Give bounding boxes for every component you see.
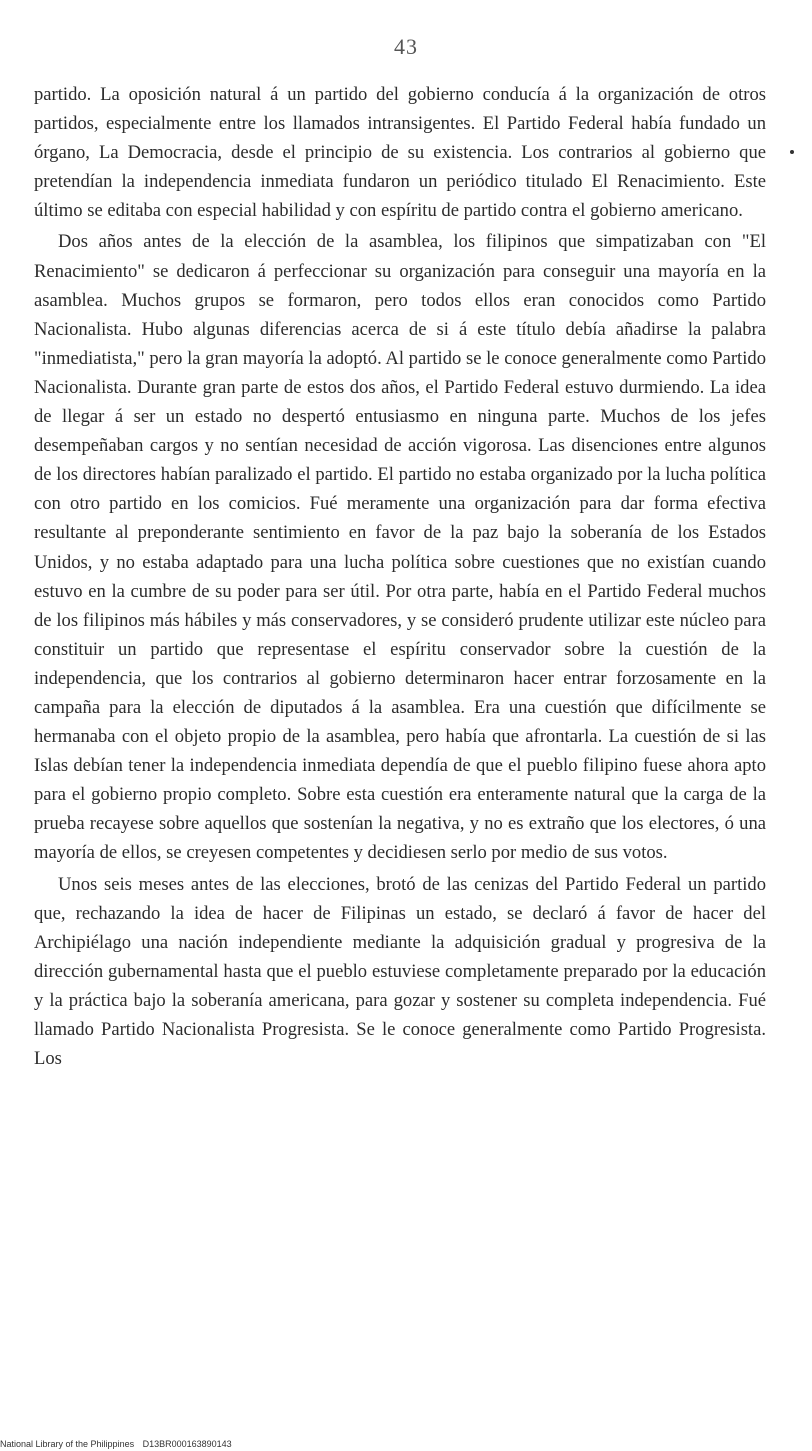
footer-library: National Library of the Philippines	[0, 1439, 135, 1449]
footer-code: D13BR000163890143	[142, 1439, 232, 1449]
scan-footer	[0, 1439, 232, 1449]
paragraph-1: partido. La oposición natural á un partido del gobierno conducía á la organización de otros partidos, especialmente entre los llamados intransigentes. El Partido Federal había fundado un órgano, La Democracia, desde el principio de su existencia. Los contrarios al gobierno que pretendían la independencia inmediata fundaron un periódico titulado El Renacimiento. Este último se editaba con especial habilidad y con espíritu de partido contra el gobierno americano.	[34, 84, 766, 222]
margin-mark	[790, 150, 794, 154]
paragraph-2: Dos años antes de la elección de la asamblea, los filipinos que simpatizaban con "El Renacimiento" se dedicaron á perfeccionar su organización para conseguir una mayoría en la asamblea. Muchos grupos se formaron, pero todos ellos eran conocidos como Partido Nacionalista. Hubo algunas diferencias acerca de si á este título debía añadirse la palabra "inmediatista," pero la gran mayoría la adoptó. Al partido se le conoce generalmente como Partido Nacionalista. Durante gran parte de estos dos años, el Partido Federal estuvo durmiendo. La idea de llegar á ser un estado no despertó entusiasmo en ninguna parte. Muchos de los jefes desempeñaban cargos y no sentían necesidad de acción vigorosa. Las disenciones entre algunos de los directores habían paralizado el partido. El partido no estaba organizado por la lucha política con otro partido en los comicios. Fué meramente una organización para dar forma efectiva resultante al preponderante sentimiento en favor de la paz bajo la soberanía de los Estados Unidos, y no estaba adaptado para una lucha política sobre cuestiones que no existían cuando estuvo en la cumbre de su poder para ser útil. Por otra parte, había en el Partido Federal muchos de los filipinos más hábiles y más conservadores, y se consideró prudente utilizar este núcleo para constituir un partido que representase el espíritu conservador sobre la cuestión de la independencia, que los contrarios al gobierno determinaron hacer entrar forzosamente en la campaña para la elección de diputados á la asamblea. Era una cuestión que difícilmente se hermanaba con el objeto propio de la asamblea, pero había que afrontarla. La cuestión de si las Islas debían tener la independencia inmediata dependía de que el pueblo filipino fuese ahora apto para el gobierno propio completo. Sobre esta cuestión era enteramente natural que la carga de la prueba recayese sobre aquellos que sostenían la negativa, y no es extraño que los electores, ó una mayoría de ellos, se creyesen competentes y decidiesen serlo por medio de sus votos.	[34, 231, 766, 864]
paragraph-3: Unos seis meses antes de las elecciones, brotó de las cenizas del Partido Federal un partido que, rechazando la idea de hacer de Filipinas un estado, se declaró á favor de hacer del Archipiélago una nación independiente mediante la adquisición gradual y progresiva de la dirección gubernamental hasta que el pueblo estuviese completamente preparado por la educación y la práctica bajo la soberanía americana, para gozar y sostener su completa independencia. Fué llamado Partido Nacionalista Progresista. Se le conoce generalmente como Partido Progresista. Los	[34, 873, 766, 1070]
body-text	[34, 80, 766, 1073]
page-number: 43	[394, 34, 418, 59]
